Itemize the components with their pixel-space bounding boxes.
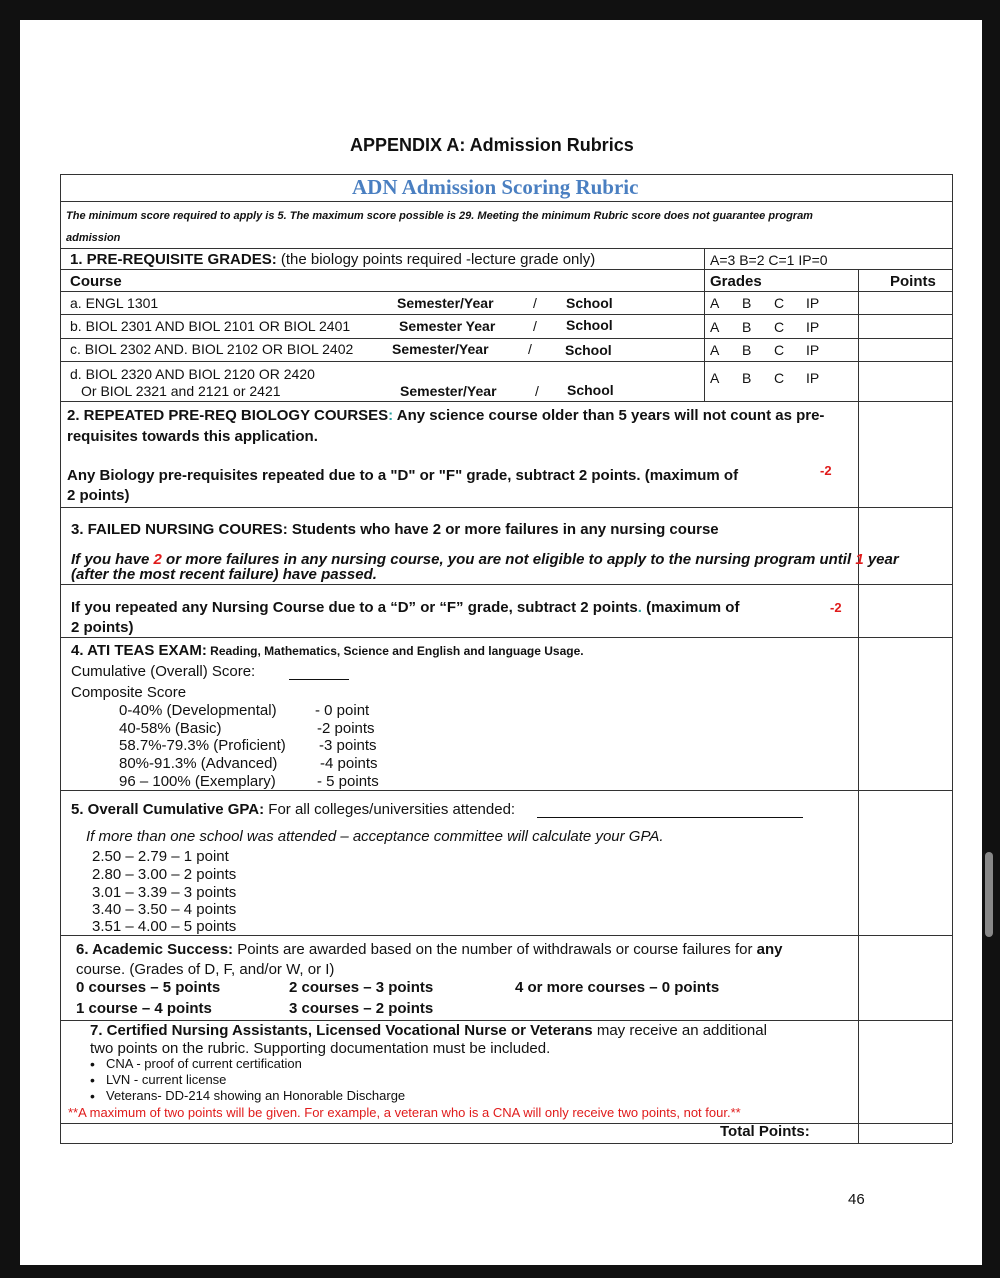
teas-level-range: 40-58% (Basic) — [119, 720, 222, 737]
teas-level-points: - 0 point — [315, 702, 370, 719]
section-2-repeat-2: 2 points) — [67, 487, 130, 504]
section-7-heading-row: 7. Certified Nursing Assistants, Licensed Vocational Nurse or Veterans may receive an additional — [90, 1022, 767, 1039]
section-3-warning-line-1: If you have 2 or more failures in any nursing course, you are not eligible to apply to the nursing program until 1 year — [71, 551, 899, 568]
slash-d: / — [535, 383, 539, 399]
section-2-heading: 2. REPEATED PRE-REQ BIOLOGY COURSES — [67, 407, 389, 424]
semester-year-b: Semester Year — [399, 318, 496, 334]
section-6-heading-row: 6. Academic Success: Points are awarded based on the number of withdrawals or course failures for any — [76, 941, 783, 958]
section-1-heading-note: (the biology points required -lecture grade only) — [276, 251, 596, 268]
gpa-level: 2.50 – 2.79 – 1 point — [92, 848, 229, 865]
grades-c: A B C IP — [710, 342, 820, 358]
bullet-item: • Veterans- DD-214 showing an Honorable Discharge — [86, 1088, 405, 1104]
grades-b: A B C IP — [710, 319, 820, 335]
total-points-label: Total Points: — [720, 1123, 810, 1140]
section-7-max-note: **A maximum of two points will be given. For example, a veteran who is a CNA will only receive two points, not four.** — [68, 1105, 741, 1120]
courses-4-plus: 4 or more courses – 0 points — [515, 979, 720, 996]
section-2-heading-row: 2. REPEATED PRE-REQ BIOLOGY COURSES: Any science course older than 5 years will not count as pre- — [67, 407, 825, 424]
document-page — [20, 20, 982, 1265]
col-course: Course — [70, 273, 122, 290]
courses-2: 2 courses – 3 points — [289, 979, 434, 996]
gpa-level: 3.01 – 3.39 – 3 points — [92, 884, 237, 901]
section-5-heading: 5. Overall Cumulative GPA: — [71, 801, 265, 818]
slash-a: / — [533, 295, 537, 311]
section-6-text-2: course. (Grades of D, F, and/or W, or I) — [76, 961, 335, 978]
bullet-item: • CNA - proof of current certification — [86, 1056, 405, 1072]
course-row-d-line-2: Or BIOL 2321 and 2121 or 2421 — [81, 383, 281, 399]
gpa-level: 3.51 – 4.00 – 5 points — [92, 918, 237, 935]
semester-year-d: Semester/Year — [400, 383, 497, 399]
grades-a: A B C IP — [710, 295, 820, 311]
section-7-bullet-list — [86, 1056, 405, 1104]
slash-c: / — [528, 341, 532, 357]
appendix-title: APPENDIX A: Admission Rubrics — [350, 135, 634, 155]
scrollbar[interactable] — [985, 852, 993, 937]
cumulative-score-blank — [289, 679, 349, 680]
col-points: Points — [890, 273, 936, 290]
school-b: School — [566, 317, 613, 333]
grade-key: A=3 B=2 C=1 IP=0 — [710, 252, 828, 268]
teas-level-range: 96 – 100% (Exemplary) — [119, 773, 276, 790]
courses-3: 3 courses – 2 points — [289, 1000, 434, 1017]
gpa-level: 3.40 – 3.50 – 4 points — [92, 901, 237, 918]
col-grades: Grades — [710, 273, 762, 290]
section-2-repeat-1: Any Biology pre-requisites repeated due to a "D" or "F" grade, subtract 2 points. (maximum of — [67, 467, 739, 484]
section-2-text-2: requisites towards this application. — [67, 428, 318, 445]
section-5-note: If more than one school was attended – acceptance committee will calculate your GPA. — [86, 828, 664, 845]
teas-level-range: 58.7%-79.3% (Proficient) — [119, 737, 286, 754]
courses-1: 1 course – 4 points — [76, 1000, 212, 1017]
section-3-repeat-2: 2 points) — [71, 619, 134, 636]
section-3-repeat-1: If you repeated any Nursing Course due to a “D” or “F” grade, subtract 2 points. (maximum of — [71, 599, 740, 616]
school-d: School — [567, 382, 614, 398]
intro-line-2: admission — [66, 232, 121, 244]
semester-year-c: Semester/Year — [392, 341, 489, 357]
school-a: School — [566, 295, 613, 311]
teas-level-points: -3 points — [319, 737, 377, 754]
intro-line-1: The minimum score required to apply is 5. The maximum score possible is 29. Meeting the minimum Rubric score does not guarantee program — [66, 210, 813, 222]
composite-score-label: Composite Score — [71, 684, 187, 701]
section-5-heading-row: 5. Overall Cumulative GPA: For all colleges/universities attended: — [71, 801, 516, 818]
courses-0: 0 courses – 5 points — [76, 979, 221, 996]
course-row-a: a. ENGL 1301 — [70, 295, 159, 311]
grades-d: A B C IP — [710, 370, 820, 386]
section-2-deduction: -2 — [820, 463, 832, 478]
school-c: School — [565, 342, 612, 358]
section-3-heading: 3. FAILED NURSING COURES: Students who have 2 or more failures in any nursing course — [71, 521, 719, 538]
section-4-heading-row: 4. ATI TEAS EXAM: Reading, Mathematics, Science and English and language Usage. — [71, 642, 584, 659]
page-number: 46 — [848, 1191, 865, 1208]
section-1-heading: 1. PRE-REQUISITE GRADES: — [70, 251, 277, 268]
slash-b: / — [533, 318, 537, 334]
section-4-heading: 4. ATI TEAS EXAM: — [71, 642, 207, 659]
cumulative-score-label: Cumulative (Overall) Score: — [71, 663, 256, 680]
section-1-heading-row — [70, 251, 595, 268]
section-3-deduction: -2 — [830, 600, 842, 615]
teas-level-range: 0-40% (Developmental) — [119, 702, 277, 719]
course-row-d: d. BIOL 2320 AND BIOL 2120 OR 2420 — [70, 366, 315, 382]
teas-level-points: -2 points — [317, 720, 375, 737]
section-7-heading: 7. Certified Nursing Assistants, Licensed Vocational Nurse or Veterans — [90, 1022, 593, 1039]
teas-level-points: -4 points — [320, 755, 378, 772]
rubric-title: ADN Admission Scoring Rubric — [352, 175, 639, 199]
course-row-b: b. BIOL 2301 AND BIOL 2101 OR BIOL 2401 — [70, 318, 351, 334]
bullet-item: • LVN - current license — [86, 1072, 405, 1088]
section-7-text-2: two points on the rubric. Supporting documentation must be included. — [90, 1040, 551, 1057]
course-row-c: c. BIOL 2302 AND. BIOL 2102 OR BIOL 2402 — [70, 341, 354, 357]
teas-level-points: - 5 points — [317, 773, 379, 790]
semester-year-a: Semester/Year — [397, 295, 494, 311]
gpa-blank — [537, 817, 803, 818]
gpa-level: 2.80 – 3.00 – 2 points — [92, 866, 237, 883]
section-3-warning-line-2: (after the most recent failure) have passed. — [71, 566, 377, 583]
section-6-heading: 6. Academic Success: — [76, 941, 234, 958]
teas-level-range: 80%-91.3% (Advanced) — [119, 755, 278, 772]
